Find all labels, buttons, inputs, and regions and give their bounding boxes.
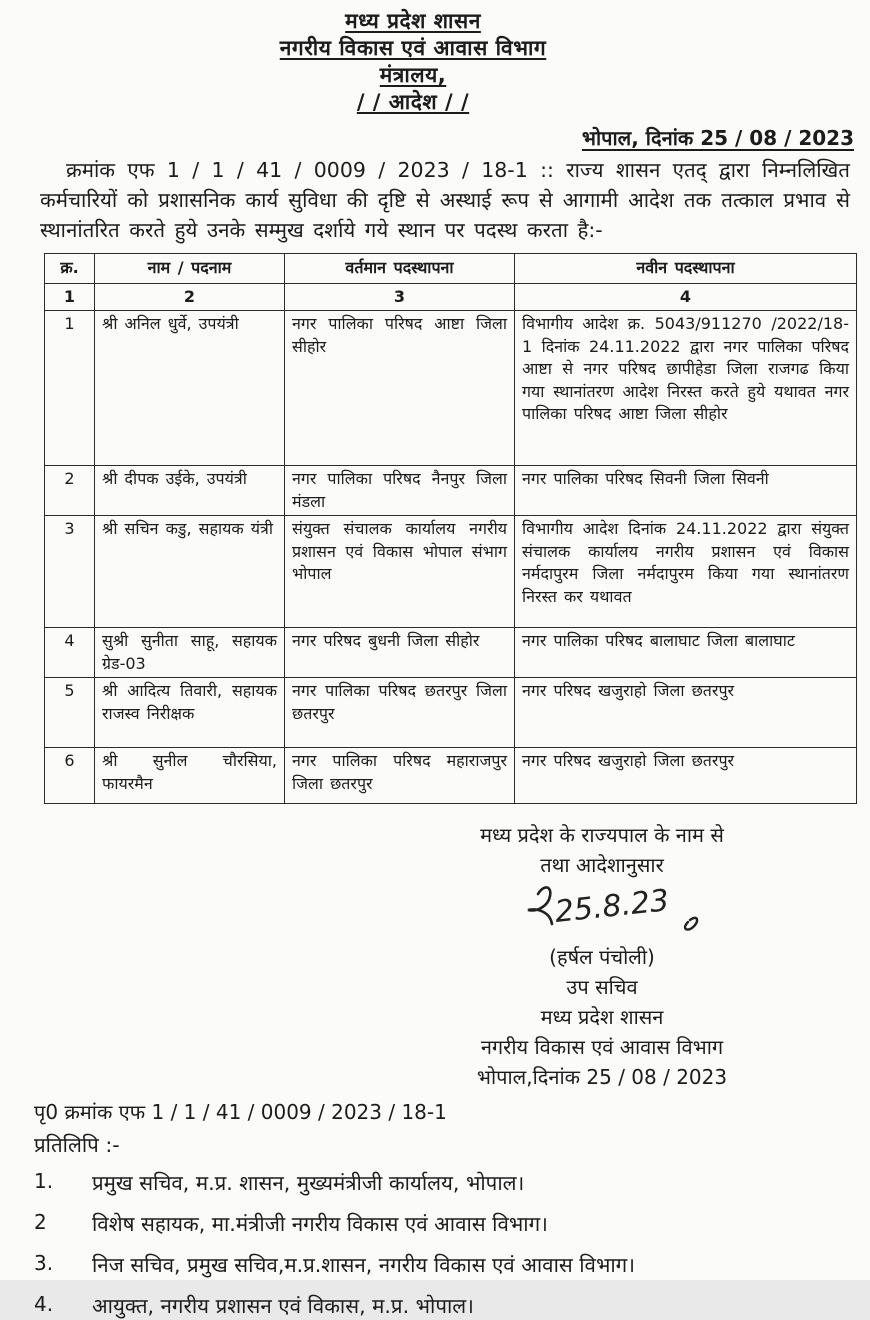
signatory-name: (हर्षल पंचोली) [549, 945, 655, 969]
list-item-number: 1. [34, 1169, 54, 1193]
list-item [34, 1292, 856, 1320]
row-serial: 2 [45, 466, 95, 516]
list-item-text: प्रमुख सचिव, म.प्र. शासन, मुख्यमंत्रीजी कार्यालय, भोपाल। [92, 1171, 525, 1195]
row-serial: 5 [45, 678, 95, 748]
list-item-text: विशेष सहायक, मा.मंत्रीजी नगरीय विकास एवं आवास विभाग। [92, 1212, 548, 1236]
row-new-posting: नगर परिषद खजुराहो जिला छतरपुर [515, 678, 857, 748]
col-number-1: 1 [45, 283, 95, 311]
row-serial: 3 [45, 516, 95, 628]
row-new-posting: नगर परिषद खजुराहो जिला छतरपुर [515, 748, 857, 804]
list-item [34, 1251, 856, 1279]
signature-place-date: भोपाल,दिनांक 25 / 08 / 2023 [476, 1065, 728, 1089]
as-ordered-line: तथा आदेशानुसार [540, 853, 664, 877]
row-name: श्री आदित्य तिवारी, सहायक राजस्व निरीक्षक [95, 678, 285, 748]
list-item-number: 2 [34, 1210, 47, 1234]
row-current-posting: नगर पालिका परिषद छतरपुर जिला छतरपुर [285, 678, 515, 748]
col-number-3: 3 [285, 283, 515, 311]
signature-flourish-icon [522, 880, 722, 942]
table-row [45, 748, 857, 804]
list-item-text: आयुक्त, नगरीय प्रशासन एवं विकास, म.प्र. भोपाल। [92, 1294, 474, 1318]
place-date-text: भोपाल, दिनांक 25 / 08 / 2023 [581, 126, 854, 150]
col-number-2: 2 [95, 283, 285, 311]
copy-recipient-list [34, 1169, 856, 1320]
department-name: नगरीय विकास एवं आवास विभाग [279, 36, 547, 60]
header-new-posting: नवीन पदस्थापना [515, 254, 857, 284]
list-item [34, 1169, 856, 1197]
table-row [45, 516, 857, 628]
list-item-text: निज सचिव, प्रमुख सचिव,म.प्र.शासन, नगरीय विकास एवं आवास विभाग। [92, 1253, 635, 1277]
svg-text:25.8.23: 25.8.23 [553, 883, 671, 930]
signatory-designation: उप सचिव [566, 975, 638, 999]
row-serial: 4 [45, 628, 95, 678]
government-name: मध्य प्रदेश शासन [345, 9, 481, 33]
row-new-posting: नगर पालिका परिषद सिवनी जिला सिवनी [515, 466, 857, 516]
row-serial: 1 [45, 311, 95, 466]
endorsement-number: पृ0 क्रमांक एफ 1 / 1 / 41 / 0009 / 2023 / 18-1 [34, 1100, 447, 1124]
handwritten-signature [372, 880, 832, 942]
row-name: श्री अनिल धुर्वे, उपयंत्री [95, 311, 285, 466]
order-intro-paragraph: क्रमांक एफ 1 / 1 / 41 / 0009 / 2023 / 18-1 :: राज्य शासन एतद् द्वारा निम्नलिखित कर्मचारियों को प्रशासनिक कार्य सुविधा की दृष्टि से अस्थाई रूप से आगामी आदेश तक तत्काल प्रभाव से स्थानांतरित करते हुये उनके सम्मुख दर्शाये गये स्थान पर पदस्थ करता है:- [40, 158, 850, 242]
table-row [45, 678, 857, 748]
row-current-posting: नगर पालिका परिषद आष्टा जिला सीहोर [285, 311, 515, 466]
signatory-department: नगरीय विकास एवं आवास विभाग [480, 1035, 724, 1059]
row-name: श्री दीपक उईके, उपयंत्री [95, 466, 285, 516]
signatory-government: मध्य प्रदेश शासन [540, 1005, 664, 1029]
row-name: सुश्री सुनीता साहू, सहायक ग्रेड-03 [95, 628, 285, 678]
header-name-designation: नाम / पदनाम [95, 254, 285, 284]
row-current-posting: नगर पालिका परिषद महाराजपुर जिला छतरपुर [285, 748, 515, 804]
by-order-line: मध्य प्रदेश के राज्यपाल के नाम से [480, 823, 724, 847]
header-serial: क्र. [45, 254, 95, 284]
row-new-posting: नगर पालिका परिषद बालाघाट जिला बालाघाट [515, 628, 857, 678]
row-name: श्री सुनील चौरसिया, फायरमैन [95, 748, 285, 804]
table-row [45, 311, 857, 466]
list-item-number: 4. [34, 1292, 54, 1316]
signature-block [372, 820, 832, 1092]
transfer-table [44, 253, 857, 804]
place-date-line [30, 124, 854, 151]
row-current-posting: नगर परिषद बुधनी जिला सीहोर [285, 628, 515, 678]
row-new-posting: विभागीय आदेश दिनांक 24.11.2022 द्वारा संयुक्त संचालक कार्यालय नगरीय प्रशासन एवं विकास नर्मदापुरम जिला नर्मदापुरम किया गया स्थानांतरण निरस्त कर यथावत [515, 516, 857, 628]
table-row [45, 628, 857, 678]
column-number-row [45, 283, 857, 311]
table-header-row [45, 254, 857, 284]
copy-to-label: प्रतिलिपि :- [34, 1133, 120, 1157]
row-serial: 6 [45, 748, 95, 804]
col-number-4: 4 [515, 283, 857, 311]
list-item-number: 3. [34, 1251, 54, 1275]
row-current-posting: संयुक्त संचालक कार्यालय नगरीय प्रशासन एवं विकास भोपाल संभाग भोपाल [285, 516, 515, 628]
table-row [45, 466, 857, 516]
row-name: श्री सचिन कडु, सहायक यंत्री [95, 516, 285, 628]
row-current-posting: नगर पालिका परिषद नैनपुर जिला मंडला [285, 466, 515, 516]
header-current-posting: वर्तमान पदस्थापना [285, 254, 515, 284]
row-new-posting: विभागीय आदेश क्र. 5043/911270 /2022/18-1 दिनांक 24.11.2022 द्वारा नगर पालिका परिषद आष्टा से नगर परिषद छापीहेडा जिला राजगढ किया गया स्थानांतरण आदेश निरस्त करते हुये यथावत नगर पालिका परिषद आष्टा जिला सीहोर [515, 311, 857, 466]
order-title: / / आदेश / / [356, 90, 470, 114]
ministry-line: मंत्रालय, [379, 63, 447, 87]
document-header [30, 6, 796, 116]
list-item [34, 1210, 856, 1238]
